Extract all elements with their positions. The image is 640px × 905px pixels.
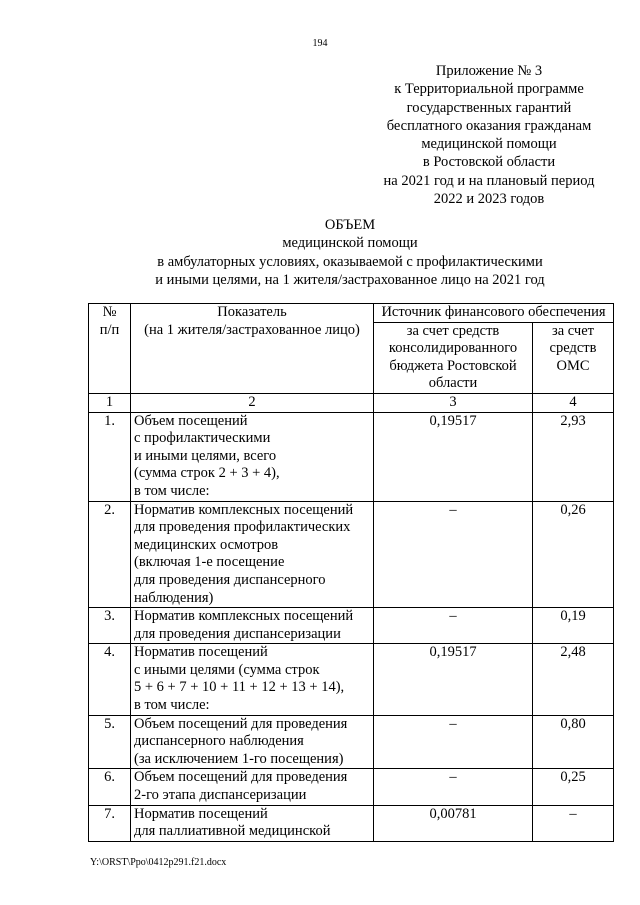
row-number: 1. — [89, 412, 131, 501]
row-number: 6. — [89, 769, 131, 805]
row-budget-value: – — [374, 769, 533, 805]
row-oms-value: – — [533, 805, 614, 841]
row-number: 3. — [89, 608, 131, 644]
table-row — [89, 501, 614, 608]
table-row — [89, 412, 614, 501]
title-line: медицинской помощи — [282, 235, 418, 252]
row-budget-value: 0,19517 — [374, 644, 533, 715]
row-budget-value: 0,00781 — [374, 805, 533, 841]
appendix-line: бесплатного оказания гражданам — [386, 117, 592, 134]
appendix-line: государственных гарантий — [406, 99, 572, 116]
row-oms-value: 2,93 — [533, 412, 614, 501]
row-oms-value: 0,80 — [533, 715, 614, 769]
row-indicator: Норматив посещений с иными целями (сумма строк 5 + 6 + 7 + 10 + 11 + 12 + 13 + 14), в том числе: — [131, 644, 374, 715]
table-row — [89, 715, 614, 769]
appendix-line: Приложение № 3 — [435, 63, 543, 79]
table-row — [89, 644, 614, 715]
page-number: 194 — [312, 38, 328, 49]
column-number: 4 — [533, 393, 614, 412]
row-oms-value: 0,25 — [533, 769, 614, 805]
title-line: ОБЪЕМ — [324, 217, 376, 233]
row-number: 2. — [89, 501, 131, 608]
column-numbers-row — [89, 393, 614, 412]
row-budget-value: – — [374, 501, 533, 608]
appendix-heading — [360, 62, 618, 208]
table-row — [89, 769, 614, 805]
row-indicator: Норматив комплексных посещений для проведения профилактических медицинских осмотров (включая 1-е посещение для проведения диспансерного наблюдения) — [131, 501, 374, 608]
row-budget-value: – — [374, 715, 533, 769]
row-oms-value: 0,19 — [533, 608, 614, 644]
appendix-line: на 2021 год и на плановый период — [383, 172, 595, 189]
table-header-row — [89, 304, 614, 323]
header-indicator: Показатель (на 1 жителя/застрахованное лицо) — [131, 304, 374, 394]
row-indicator: Объем посещений для проведения диспансерного наблюдения (за исключением 1-го посещения) — [131, 715, 374, 769]
table-row — [89, 805, 614, 841]
row-number: 4. — [89, 644, 131, 715]
row-oms-value: 2,48 — [533, 644, 614, 715]
header-budget: за счет средств консолидированного бюджета Ростовской области — [374, 322, 533, 393]
appendix-line: 2022 и 2023 годов — [433, 191, 545, 208]
row-indicator: Объем посещений для проведения 2-го этапа диспансеризации — [131, 769, 374, 805]
column-number: 2 — [131, 393, 374, 412]
row-indicator: Норматив посещений для паллиативной медицинской — [131, 805, 374, 841]
row-budget-value: 0,19517 — [374, 412, 533, 501]
row-budget-value: – — [374, 608, 533, 644]
column-number: 1 — [89, 393, 131, 412]
row-oms-value: 0,26 — [533, 501, 614, 608]
row-number: 7. — [89, 805, 131, 841]
column-number: 3 — [374, 393, 533, 412]
volume-table — [88, 303, 614, 842]
appendix-line: в Ростовской области — [422, 154, 556, 171]
header-source: Источник финансового обеспечения — [374, 304, 614, 323]
file-path-footer: Y:\ORST\Ppo\0412p291.f21.docx — [90, 857, 227, 868]
appendix-line: медицинской помощи — [421, 136, 557, 153]
row-indicator: Объем посещений с профилактическими и иными целями, всего (сумма строк 2 + 3 + 4), в том числе: — [131, 412, 374, 501]
title-line: в амбулаторных условиях, оказываемой с профилактическими — [157, 253, 543, 270]
header-num: № п/п — [89, 304, 131, 394]
appendix-line: к Территориальной программе — [394, 81, 584, 98]
row-indicator: Норматив комплексных посещений для проведения диспансеризации — [131, 608, 374, 644]
document-title — [0, 216, 640, 289]
header-oms: за счет средств ОМС — [533, 322, 614, 393]
row-number: 5. — [89, 715, 131, 769]
table-row — [89, 608, 614, 644]
title-line: и иными целями, на 1 жителя/застрахованное лицо на 2021 год — [155, 271, 545, 288]
